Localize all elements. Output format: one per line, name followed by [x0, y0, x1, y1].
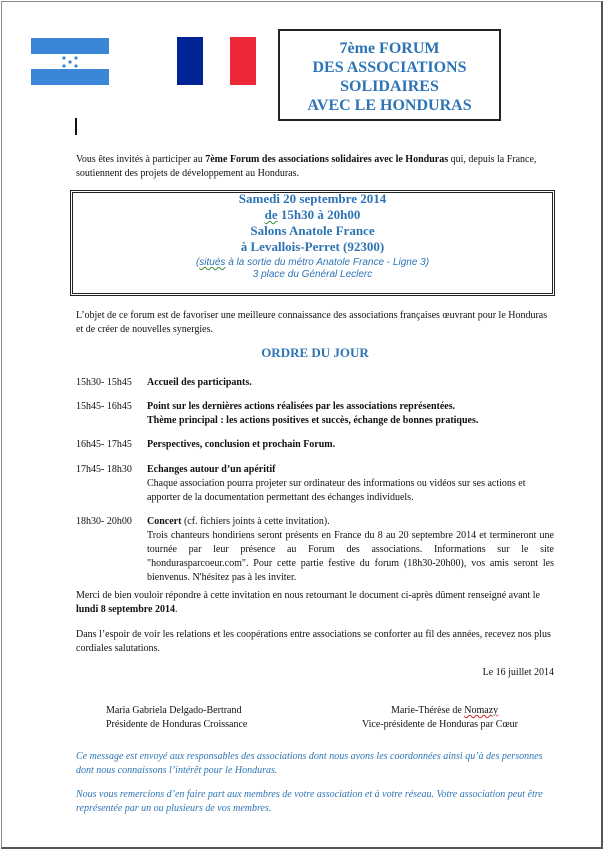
event-details-box — [70, 190, 555, 296]
metro-rest: à la sortie du métro Anatole France - Ligne 3) — [225, 257, 430, 268]
agenda-title: Perspectives, conclusion et prochain Forum. — [147, 439, 336, 450]
agenda-detail: Thème principal : les actions positives et succès, échange de bonnes pratiques. — [147, 415, 479, 426]
objective-paragraph: L’objet de ce forum est de favoriser une meilleure connaissance des associations françaises œuvrant pour le Honduras et de créer de nouvelles synergies. — [76, 310, 548, 335]
event-time-range: 15h30 à 20h00 — [277, 207, 361, 222]
agenda-heading: ORDRE DU JOUR — [261, 345, 369, 360]
intro-text-start: Vous êtes invités à participer au — [76, 154, 206, 165]
signature-left-role: Présidente de Honduras Croissance — [106, 719, 248, 730]
signature-left — [106, 704, 247, 732]
event-city: à Levallois-Perret (92300) — [240, 239, 385, 254]
signature-left-name: Maria Gabriela Delgado-Bertrand — [106, 705, 242, 716]
agenda-title: Concert — [147, 516, 182, 527]
event-venue: Salons Anatole France — [250, 223, 375, 238]
event-date: Samedi 20 septembre 2014 — [238, 191, 387, 206]
reply-paragraph — [76, 589, 554, 617]
agenda-time: 17h45- 18h30 — [76, 464, 132, 475]
footer-note-2: Nous vous remercions d’en faire part aux membres de votre association et à votre réseau. Votre association peut être représentée par un ou plusieurs de vos membres. — [76, 789, 543, 814]
agenda-title: Point sur les dernières actions réalisées par les associations représentées. — [147, 401, 456, 412]
reply-end: . — [175, 604, 178, 615]
intro-text-end: qui, depuis la France, soutiennent des projets de développement au Honduras. — [76, 154, 537, 179]
reply-text: Merci de bien vouloir répondre à cette invitation en nous retournant le document ci-après dûment renseigné avant le — [76, 590, 540, 601]
title-line-4: AVEC LE HONDURAS — [307, 97, 472, 114]
honduras-flag-image — [31, 38, 109, 85]
agenda-detail: Trois chanteurs hondiriens seront présents en France du 8 au 20 septembre 2014 et termineront une tournée par leur présence au Forum des associations. Informations sur le site "hondurasparcoeur.com". Pour cette partie festive du forum (18h30-20h00), vos amis seront les bienvenus. N'hésitez pas à les inviter. — [147, 530, 554, 583]
metro-paren: ( — [195, 257, 200, 268]
title-line-3: SOLIDAIRES — [340, 78, 439, 95]
france-flag-image — [177, 37, 256, 85]
event-time — [73, 207, 552, 223]
footer-note-1: Ce message est envoyé aux responsables des associations dont nous avons les coordonnées ainsi qu’à des personnes dont nous connaissons l’intérêt pour le Honduras. — [76, 751, 543, 776]
agenda-time: 16h45- 17h45 — [76, 439, 132, 450]
event-metro — [73, 257, 552, 269]
flag-stars-icon — [31, 54, 109, 70]
intro-forum-name: 7ème Forum des associations solidaires avec le Honduras — [205, 154, 449, 165]
text-cursor — [75, 118, 77, 135]
title-line-1: 7ème FORUM — [339, 40, 440, 57]
event-time-prefix: de — [264, 207, 278, 222]
signature-right-role: Vice-présidente de Honduras par Cœur — [362, 719, 519, 730]
agenda-title: Echanges autour d’un apéritif — [147, 464, 276, 475]
title-line-2: DES ASSOCIATIONS — [312, 59, 467, 76]
signature-right-surname: Nomazy — [464, 705, 499, 716]
agenda-title: Accueil des participants. — [147, 377, 252, 388]
closing-paragraph: Dans l’espoir de voir les relations et les coopérations entre associations se conforter au fil des années, recevez nos plus cordiales salutations. — [76, 629, 551, 654]
agenda-title-suffix: (cf. fichiers joints à cette invitation). — [181, 516, 330, 527]
date-line: Le 16 juillet 2014 — [482, 667, 554, 678]
reply-deadline: lundi 8 septembre 2014 — [76, 604, 175, 615]
title-box — [278, 29, 501, 121]
agenda-time: 15h30- 15h45 — [76, 377, 132, 388]
agenda-time: 15h45- 16h45 — [76, 401, 132, 412]
agenda-detail: Chaque association pourra projeter sur ordinateur des informations ou vidéos sur ses actions et apporter de la documentation permettant des échanges individuels. — [147, 478, 526, 503]
intro-paragraph — [76, 153, 554, 181]
event-address: 3 place du Général Leclerc — [252, 269, 373, 280]
signature-right-name — [362, 704, 518, 718]
signature-right — [362, 704, 518, 732]
signature-right-name-prefix: Marie-Thérèse de — [391, 705, 465, 716]
agenda-time: 18h30- 20h00 — [76, 516, 132, 527]
metro-word: situés — [199, 257, 226, 268]
